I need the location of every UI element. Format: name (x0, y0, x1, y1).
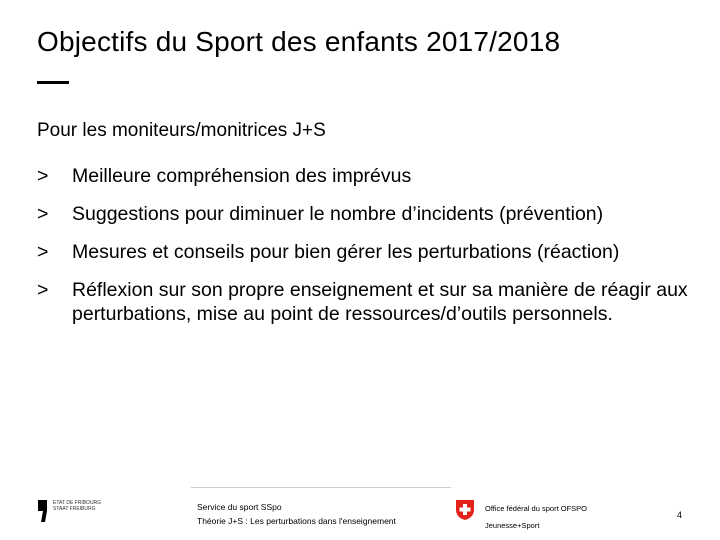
footer-divider (191, 487, 451, 488)
bullet-item (37, 164, 697, 188)
footer-program: Jeunesse+Sport (485, 521, 540, 530)
bullet-text: Suggestions pour diminuer le nombre d’incidents (prévention) (72, 203, 604, 225)
footer-service: Service du sport SSpo (197, 502, 282, 512)
fribourg-logo-icon (38, 500, 47, 522)
footer-service-block (197, 500, 396, 528)
bullet-text: Réflexion sur son propre enseignement et sur sa manière de réagir aux perturbations, mise au point de ressources/d’outils personnels. (72, 279, 688, 325)
page-number: 4 (677, 510, 683, 520)
slide-title: Objectifs du Sport des enfants 2017/2018 (37, 26, 561, 57)
logo-text (53, 500, 101, 512)
bullet-marker: > (37, 279, 49, 301)
bullet-marker: > (37, 203, 49, 225)
bullet-item (37, 278, 697, 326)
footer-course: Théorie J+S : Les perturbations dans l'enseignement (197, 516, 396, 526)
swiss-shield-icon (455, 499, 475, 521)
bullet-text: Mesures et conseils pour bien gérer les perturbations (réaction) (72, 241, 620, 263)
bullet-item (37, 240, 697, 264)
footer-office: Office fédéral du sport OFSPO (485, 504, 587, 513)
title-underline (37, 81, 69, 84)
bullet-list (37, 164, 697, 340)
slide-subtitle: Pour les moniteurs/monitrices J+S (37, 120, 326, 141)
bullet-marker: > (37, 165, 49, 187)
logo-line-2: STAAT FREIBURG (53, 506, 96, 512)
logo-line-1: ETAT DE FRIBOURG (53, 500, 102, 506)
bullet-text: Meilleure compréhension des imprévus (72, 165, 412, 187)
footer-office-block (485, 500, 587, 534)
bullet-marker: > (37, 241, 49, 263)
bullet-item (37, 202, 697, 226)
